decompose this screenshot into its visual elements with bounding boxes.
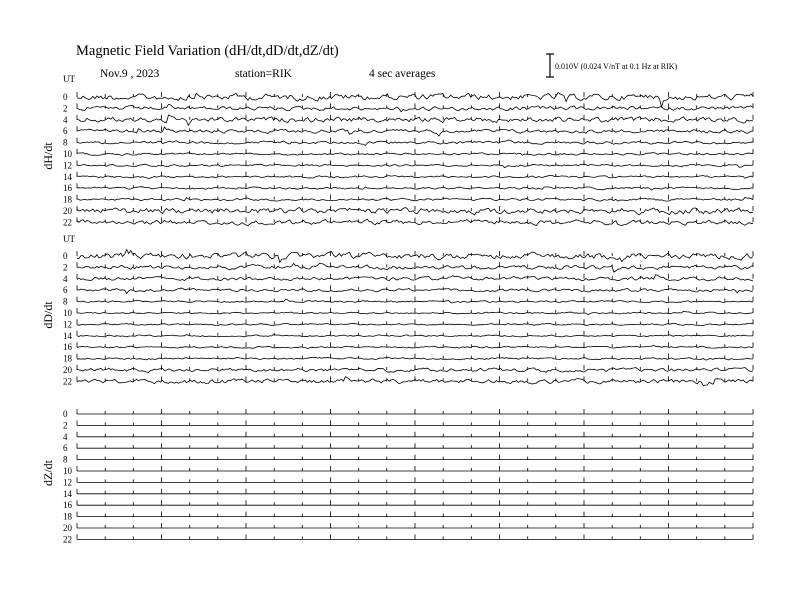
page-title: Magnetic Field Variation (dH/dt,dD/dt,dZ/dt) — [76, 43, 339, 59]
hour-label: 12 — [63, 160, 72, 171]
hour-label: 2 — [63, 103, 68, 114]
station-label: station=RIK — [235, 68, 292, 80]
panel-3 — [41, 409, 753, 544]
hour-label: 4 — [63, 114, 68, 125]
hour-label: 10 — [63, 466, 72, 476]
ylabel: dD/dt — [41, 301, 55, 329]
hour-label: 0 — [63, 251, 68, 261]
hour-label: 22 — [63, 376, 72, 387]
hour-label: 18 — [63, 511, 72, 522]
hour-label: 8 — [63, 137, 68, 148]
hour-label: 20 — [63, 365, 72, 375]
hour-label: 20 — [63, 523, 72, 533]
hour-label: 2 — [63, 262, 68, 273]
hour-label: 16 — [63, 342, 72, 353]
hour-label: 12 — [63, 319, 72, 330]
hour-label: 10 — [63, 149, 72, 159]
hour-label: 12 — [63, 477, 72, 488]
ylabel: dH/dt — [41, 142, 55, 170]
hour-label: 22 — [63, 534, 72, 545]
hour-label: 4 — [63, 273, 68, 284]
hour-label: 20 — [63, 206, 72, 216]
hour-label: 22 — [63, 217, 72, 228]
hour-label: 6 — [63, 126, 68, 137]
hour-label: 2 — [63, 420, 68, 431]
hour-label: 10 — [63, 308, 72, 318]
ut-label: UT — [63, 74, 75, 84]
hour-label: 8 — [63, 296, 68, 307]
hour-label: 14 — [63, 330, 72, 341]
hour-label: 16 — [63, 500, 72, 511]
hour-label: 6 — [63, 285, 68, 296]
hour-label: 6 — [63, 443, 68, 454]
hour-label: 14 — [63, 171, 72, 182]
averaging-label: 4 sec averages — [369, 68, 436, 80]
scale-bar-label: 0.010V (0.024 V/nT at 0.1 Hz at RIK) — [555, 62, 678, 71]
hour-label: 16 — [63, 183, 72, 194]
date-label: Nov.9 , 2023 — [100, 68, 160, 80]
hour-label: 18 — [63, 194, 72, 205]
hour-label: 18 — [63, 353, 72, 364]
hour-label: 14 — [63, 488, 72, 499]
scale-bar — [546, 54, 678, 77]
hour-label: 0 — [63, 409, 68, 419]
hour-label: 8 — [63, 454, 68, 465]
panels — [41, 74, 753, 544]
hour-label: 4 — [63, 431, 68, 442]
hour-label: 0 — [63, 92, 68, 102]
ut-label: UT — [63, 234, 75, 244]
ylabel: dZ/dt — [41, 460, 55, 486]
panel-2 — [41, 234, 753, 386]
panel-1 — [41, 74, 753, 227]
